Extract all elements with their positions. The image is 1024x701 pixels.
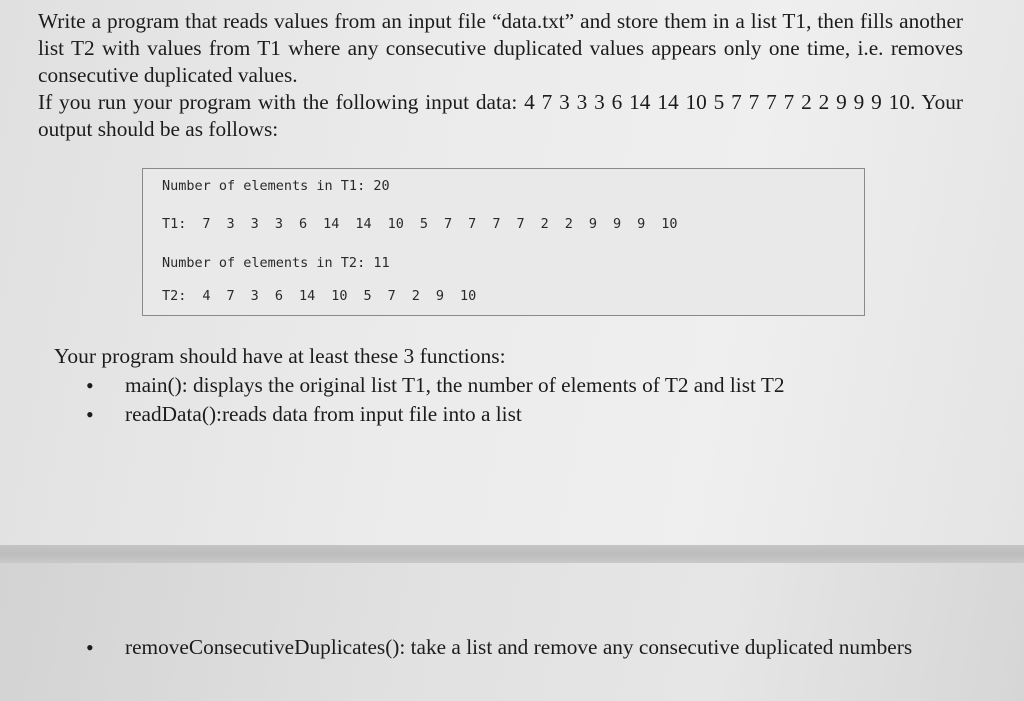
t2-count-line: Number of elements in T2: 11 — [162, 255, 390, 271]
output-value: 3 — [226, 216, 235, 232]
function-description: main(): displays the original list T1, the number of elements of T2 and list T2 — [125, 373, 785, 397]
output-value: 9 — [588, 216, 598, 232]
function-item-remove-duplicates — [86, 633, 936, 662]
output-value: 7 — [202, 216, 211, 232]
problem-statement — [38, 8, 963, 143]
output-value: 7 — [468, 216, 477, 232]
output-value: 6 — [274, 288, 283, 304]
output-value: 10 — [460, 288, 477, 304]
function-description: removeConsecutiveDuplicates(): take a list and remove any consecutive duplicated numbers — [125, 635, 913, 659]
function-description: readData():reads data from input file into a list — [125, 402, 522, 426]
output-value: 9 — [637, 216, 646, 232]
functions-heading: Your program should have at least these 3 functions: — [54, 344, 506, 368]
problem-paragraph-1: Write a program that reads values from an input file “data.txt” and store them in a list T1, then fills another list T2 with values from T1 where any consecutive duplicated values appears only one time, i.e. removes consecutive duplicated values. — [38, 9, 963, 87]
output-value: 5 — [363, 288, 372, 304]
output-value: 3 — [274, 216, 283, 232]
output-value: 2 — [411, 288, 420, 304]
bullet-icon: • — [86, 373, 94, 398]
output-value: 14 — [298, 288, 316, 304]
t2-label: T2: — [162, 288, 187, 304]
output-value: 3 — [250, 288, 259, 304]
output-value: 3 — [250, 216, 259, 232]
expected-output-box — [142, 168, 865, 316]
output-value: 6 — [298, 216, 308, 232]
problem-paragraph-2: If you run your program with the following input data: 4 7 3 3 3 6 14 14 10 5 7 7 7 7 2 2 9 9 9 10. Your output should be as follows: — [38, 90, 963, 141]
output-value: 7 — [387, 288, 396, 304]
output-value: 7 — [492, 216, 501, 232]
output-value: 2 — [540, 216, 549, 232]
output-value: 2 — [564, 216, 573, 232]
output-value: 9 — [435, 288, 445, 304]
output-value: 7 — [516, 216, 525, 232]
page-lower-section — [0, 563, 1024, 701]
t1-values-line — [162, 216, 694, 232]
output-value: 10 — [661, 216, 678, 232]
output-value: 4 — [202, 288, 211, 304]
bullet-icon: • — [86, 402, 94, 427]
t1-label: T1: — [162, 216, 187, 232]
output-value: 7 — [226, 288, 235, 304]
output-value: 10 — [331, 288, 348, 304]
page-divider — [0, 545, 1024, 563]
t1-count-line: Number of elements in T1: 20 — [162, 178, 390, 194]
output-value: 7 — [444, 216, 453, 232]
output-value: 9 — [613, 216, 622, 232]
output-value: 5 — [419, 216, 429, 232]
bullet-icon: • — [86, 635, 94, 660]
output-value: 14 — [355, 216, 372, 232]
t2-values-line — [162, 288, 492, 304]
output-value: 10 — [387, 216, 404, 232]
output-value: 14 — [323, 216, 340, 232]
